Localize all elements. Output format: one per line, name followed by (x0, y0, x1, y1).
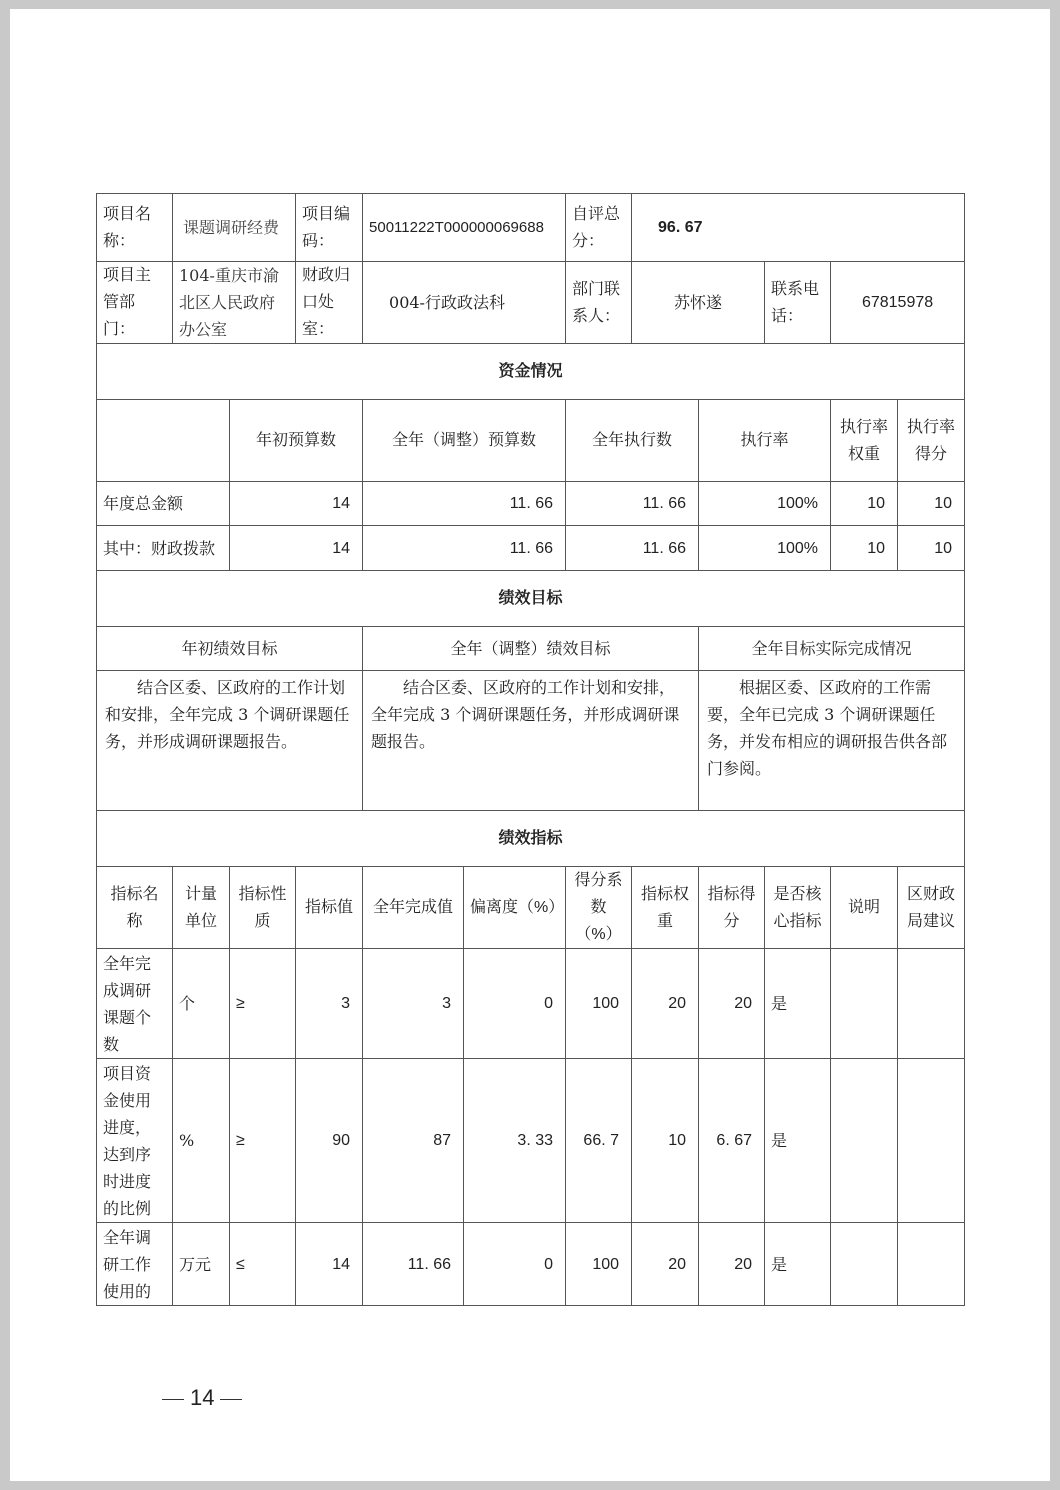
header-row-2 (97, 262, 965, 344)
ind-coef: 100 (566, 1223, 632, 1306)
goal-adjusted-text: 结合区委、区政府的工作计划和安排，全年完成 3 个调研课题任务，并形成调研课题报告。 (363, 671, 699, 811)
project-name: 课题调研经费 (173, 194, 296, 262)
funds-row-finance (97, 526, 965, 571)
funds-executed: 11. 66 (566, 526, 699, 571)
phone-label: 联系电话： (765, 262, 831, 344)
ind-col-actual: 全年完成值 (363, 867, 464, 949)
funds-col-rate: 执行率 (699, 400, 831, 482)
funds-col-weight: 执行率权重 (831, 400, 898, 482)
ind-target: 3 (296, 949, 363, 1059)
funds-weight: 10 (831, 482, 898, 526)
ind-advice (898, 1223, 965, 1306)
ind-nature: ≥ (230, 1059, 296, 1223)
ind-col-core: 是否核心指标 (765, 867, 831, 949)
header-row-1 (97, 194, 965, 262)
self-score: 96. 67 (632, 194, 965, 262)
finance-office: 004-行政政法科 (363, 262, 566, 344)
page-number (156, 1385, 248, 1411)
page-number-dash-left (162, 1399, 184, 1400)
goals-header-row (97, 627, 965, 671)
funds-adjusted: 11. 66 (363, 482, 566, 526)
funds-rate: 100% (699, 526, 831, 571)
funds-header-row (97, 400, 965, 482)
ind-nature: ≥ (230, 949, 296, 1059)
phone: 67815978 (831, 262, 965, 344)
goals-section-title: 绩效目标 (97, 571, 965, 627)
ind-nature: ≤ (230, 1223, 296, 1306)
page-number-dash-right (220, 1399, 242, 1400)
ind-score: 20 (699, 949, 765, 1059)
funds-weight: 10 (831, 526, 898, 571)
ind-actual: 3 (363, 949, 464, 1059)
funds-initial: 14 (230, 482, 363, 526)
funds-row-label: 年度总金额 (97, 482, 230, 526)
ind-col-coef: 得分系数（%） (566, 867, 632, 949)
ind-score: 20 (699, 1223, 765, 1306)
ind-weight: 20 (632, 1223, 699, 1306)
ind-note (831, 949, 898, 1059)
dept: 104-重庆市渝北区人民政府办公室 (173, 262, 296, 344)
ind-deviation: 0 (464, 949, 566, 1059)
funds-col-initial: 年初预算数 (230, 400, 363, 482)
indicators-section-title: 绩效指标 (97, 811, 965, 867)
document-page (10, 9, 1050, 1481)
ind-col-name: 指标名称 (97, 867, 173, 949)
goals-header-adjusted: 全年（调整）绩效目标 (363, 627, 699, 671)
dept-label: 项目主管部门： (97, 262, 173, 344)
funds-score: 10 (898, 482, 965, 526)
ind-col-unit: 计量单位 (173, 867, 230, 949)
funds-col-adjusted: 全年（调整）预算数 (363, 400, 566, 482)
project-code: 50011222T000000069688 (363, 194, 566, 262)
ind-core: 是 (765, 1059, 831, 1223)
ind-col-weight: 指标权重 (632, 867, 699, 949)
funds-adjusted: 11. 66 (363, 526, 566, 571)
ind-core: 是 (765, 1223, 831, 1306)
ind-score: 6. 67 (699, 1059, 765, 1223)
ind-advice (898, 949, 965, 1059)
goals-header-actual: 全年目标实际完成情况 (699, 627, 965, 671)
ind-unit: 个 (173, 949, 230, 1059)
goals-content-row (97, 671, 965, 811)
ind-col-target: 指标值 (296, 867, 363, 949)
ind-deviation: 3. 33 (464, 1059, 566, 1223)
indicator-row (97, 1223, 965, 1306)
goal-actual-text: 根据区委、区政府的工作需要，全年已完成 3 个调研课题任务，并发布相应的调研报告供各部门参阅。 (699, 671, 965, 811)
funds-section-title: 资金情况 (97, 344, 965, 400)
ind-deviation: 0 (464, 1223, 566, 1306)
ind-weight: 20 (632, 949, 699, 1059)
ind-weight: 10 (632, 1059, 699, 1223)
indicator-row (97, 1059, 965, 1223)
ind-note (831, 1059, 898, 1223)
funds-score: 10 (898, 526, 965, 571)
funds-rate: 100% (699, 482, 831, 526)
project-name-label: 项目名称： (97, 194, 173, 262)
goals-header-initial: 年初绩效目标 (97, 627, 363, 671)
ind-name: 项目资金使用进度，达到序时进度的比例 (97, 1059, 173, 1223)
ind-coef: 100 (566, 949, 632, 1059)
contact-label: 部门联系人： (566, 262, 632, 344)
ind-col-deviation: 偏离度（%） (464, 867, 566, 949)
funds-corner-cell (97, 400, 230, 482)
project-evaluation-table (96, 193, 965, 1306)
ind-col-advice: 区财政局建议 (898, 867, 965, 949)
self-score-label: 自评总分： (566, 194, 632, 262)
indicator-row (97, 949, 965, 1059)
funds-initial: 14 (230, 526, 363, 571)
ind-target: 14 (296, 1223, 363, 1306)
ind-col-note: 说明 (831, 867, 898, 949)
ind-name: 全年完成调研课题个数 (97, 949, 173, 1059)
ind-actual: 87 (363, 1059, 464, 1223)
ind-col-score: 指标得分 (699, 867, 765, 949)
ind-note (831, 1223, 898, 1306)
funds-executed: 11. 66 (566, 482, 699, 526)
ind-advice (898, 1059, 965, 1223)
contact: 苏怀遂 (632, 262, 765, 344)
project-code-label: 项目编码： (296, 194, 363, 262)
page-number-text: 14 (190, 1385, 215, 1410)
ind-core: 是 (765, 949, 831, 1059)
funds-row-total (97, 482, 965, 526)
funds-col-score: 执行率得分 (898, 400, 965, 482)
indicators-header-row (97, 867, 965, 949)
finance-office-label: 财政归口处室： (296, 262, 363, 344)
funds-row-label: 其中：财政拨款 (97, 526, 230, 571)
ind-name: 全年调研工作使用的 (97, 1223, 173, 1306)
ind-unit: 万元 (173, 1223, 230, 1306)
ind-actual: 11. 66 (363, 1223, 464, 1306)
ind-coef: 66. 7 (566, 1059, 632, 1223)
ind-target: 90 (296, 1059, 363, 1223)
goal-initial-text: 结合区委、区政府的工作计划和安排，全年完成 3 个调研课题任务，并形成调研课题报告。 (97, 671, 363, 811)
ind-col-nature: 指标性质 (230, 867, 296, 949)
ind-unit: % (173, 1059, 230, 1223)
funds-col-executed: 全年执行数 (566, 400, 699, 482)
